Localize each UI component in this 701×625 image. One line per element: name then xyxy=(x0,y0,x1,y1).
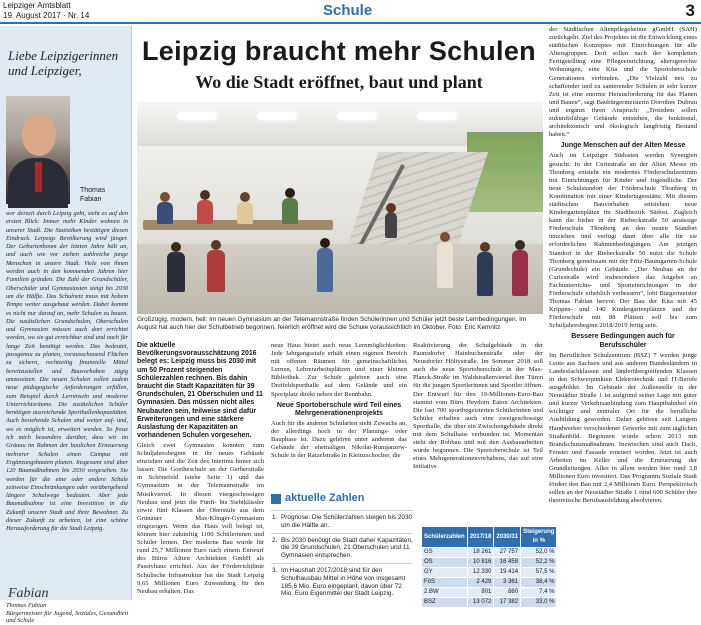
page-number: 3 xyxy=(685,1,695,20)
table-row: GY 12 330 19 414 57,5 % xyxy=(422,568,557,578)
greeting: Liebe Leipzigerinnen und Leipziger, xyxy=(8,48,119,78)
school-hall-photo xyxy=(137,102,543,314)
student-numbers-table xyxy=(421,526,557,608)
table-header-row: Schülerzahlen 2017/18 2030/31 Steigerung in % xyxy=(422,527,557,548)
article-column-4 xyxy=(549,26,697,507)
portrait-caption-last: Fabian xyxy=(80,196,102,203)
editorial-text: wer derzeit durch Leipzig geht, sieht es auf den ersten Blick: Immer mehr Kinder wohnen in unserer Stadt. Die Statistiken bestätigen diesen Eindruck. Leipzigs Bevölkerung wird jünger. Der Geburtenboom der letzten Jahre hält an, und auch wie vor ziehen zahlreiche junge Menschen in unsere Stadt. Viele von ihnen werden auch in den kommenden Jahren hier Familien gründen. Die Zahl der Grundschüler, Oberschüler und Gymnasiasten steigt bis 2030 um die Hälfte. Das Schulnetz muss mit hohem Tempo weiter ausgebaut werden. Dabei kommt es nicht nur darauf an, mehr Schulen zu bauen. Die zusätzlichen Grundschulen, Oberschulen und Gymnasien müssen auch dort errichtet werden, wo sie gut erreichbar sind und noch für lange Zeit benötigt werden. Das bedeutet, passgenau zu planen, vorausschauend Flächen zu sichern, rechtzeitig finanzielle Mittel bereitzustellen und Bauvorhaben zügig umzusetzen. Die neuen Schulen sollen zudem neue pädagogische Anforderungen erfüllen, zum Beispiel durch Lerninseln und moderne Unterrichtsräume. Die zusätzlichen Schüler benötigen ausreichende Sporthallenkapazitäten. Auch bestehende Schulen sind weiter auf- und, wo es möglich ist, erweitert werden. So freue ich mich besonders darüber, dass wir im Grünau im Rahmen der baulichen Erneuerung mehrerer Schulen einen Campus mit Ergänzungsbauten planen. Insgesamt sind über 120 Baumaßnahmen bis 2030 vorgesehen. Sie werden für die eine oder andere Schule zeitweise Einschränkungen oder vorübergehend längere Schulwege bedeuten. Aber jede Baumaßnahme ist eine Investition in die Zukunft unserer Stadt und ihrer Bewohner. Zu dieser Zukunft zu arbeiten, ist eine schöne Herausforderung für die Stadt Leipzig. xyxy=(6,210,128,533)
article-column-1: Gleich zwei Gymnasien konnten zum Schuljahresbeginn in ihr neues Gebäude einziehen und die Zeit des Interims hinter sich lassen: Die Goetheschule an der Gerberstraße in Schönefeld (siehe Seite 1) und das Gymnasium in der Telemannstraße im Musikviertel. In diesen viergeschossigen Neubau sind jetzt die Fünft- bis Siebtklässler sowie fünf Klassen der Oberstufe aus dem Grünauer Max-Klinger-Gymnasium eingezogen. Wenn das Haus voll belegt ist, können hier zukünftig 1100 Schülerinnen und Schüler lernen. Der moderne Bau wurde für rund 25,7 Millionen Euro nach einem Entwurf des Büros Altien Architekten GmbH als Passivhaus errichtet. Aus der Förderrichtlinie Schulische Infrastruktur hat die Stadt Leipzig 9,65 Millionen Euro Zuwendung für den Neubau erhalten. Das xyxy=(137,442,264,595)
table-row: GS 18 261 27 757 52,0 % xyxy=(422,548,557,558)
aktuelle-zahlen-title: aktuelle Zahlen xyxy=(285,492,365,504)
list-item: 1. Prognose: Die Schülerzahlen steigen bis 2030 um die Hälfte an. xyxy=(271,510,413,533)
editorial-sidebar xyxy=(0,26,132,625)
aktuelle-zahlen-list xyxy=(271,510,413,601)
column-2-paragraph-1: neue Haus bietet auch neue Lernmöglichkeiten: Jede Jahrgangsstufe erhält einen eigenen Bereich mit offenen Räumen für gemeinschaftliches Lernen, Lehrerarbeitsplätzen und einer kleinen Bibliothek. Zur Schule gehören auch eine Dreifeldsporthalle auf dem Gelände und ein Sportplatz direkt neben der Rennbahn. xyxy=(271,342,407,398)
subheading-alte-messe: Junge Menschen auf der Alten Messe xyxy=(560,142,686,150)
article-subtitle: Wo die Stadt eröffnet, baut und plant xyxy=(195,72,483,92)
article-lead: Die aktuelle Bevölkerungsvorausschätzung 2016 belegt es: Leipzig muss bis 2030 mit um 50 Prozent steigenden Schülerzahlen rechnen. Bis dahin braucht die Stadt Kapazitäten für 39 Grundschulen, 21 Oberschulen und 11 Gymnasien. Das müssen nicht alles Neubauten sein, teilweise sind dafür Erweiterungen und eine stärkere Auslastung der Kapazitäten an vorhandenen Schulen vorgesehen. xyxy=(137,342,263,440)
paper-name: Leipziger Amtsblatt xyxy=(3,1,71,10)
subheading-sportoberschule: Neue Sportoberschule wird Teil eines Mehrgenerationenprojekts xyxy=(276,401,402,417)
article-column-2 xyxy=(271,342,407,462)
author-role: Bürgermeister für Jugend, Soziales, Gesundheit und Schule xyxy=(6,609,129,625)
photo-caption xyxy=(137,316,543,332)
author-footer xyxy=(6,602,130,625)
article-column-3: Reaktivierung der Schulgebäude in der Paunsdorfer Hainbuchenstraße oder der Neusdorfer Höltystraße. Im Sommer 2018 soll auch die neue Sportoberschule in der Max-Planck-Straße im Waldstraßenviertel ihre Türen für die jungen Sportlerinnen und Sportler öffnen. Der Entwurf für den 19-Millionen-Euro-Bau stammt vom Büro Heydorn Eaton Architekten. Die fast 700 sportbegeisterten Schülerinnen und Schüler erhalten auch eine zweigeschossige Sporthalle, die über ein Zwischengebäude direkt mit dem Schulhaus verbunden ist. Momentan steht der Rohbau und mit den Ausbauarbeiten wurde begonnen. Die Sportoberschule ist Teil eines Mehrgenerationenvorhabens, das auf eine Initiative xyxy=(413,342,543,471)
issue-info: 19. August 2017 · Nr. 14 xyxy=(3,11,90,20)
column-4-paragraph-1: der Städtischen Altenpflegeheime gGmbH (SAH) zurückgeht. Ziel des Projektes ist die Entwicklung eines städtischen Konzeptes mit Einrichtungen für alle Altersgruppen. Dort sollen nach der kompletten Fertigstellung eine Pflegeeinrichtung, altersgerechte Wohnungen, eine Kita und die Sportoberschule Generationen verbinden. „Die Vielzahl neu zu schaffender und zu sanierender Schulen in sehr kurzer Zeit ist eine enorme Herausforderung für das Planen und Bauen“, sagt Baubürgermeisterin Dorothee Dubrau und ergänzt ihren Anspruch: „Trotzdem sollen zukunftsfähige Gebäude entstehen, die funktional, architektonisch und ökologisch langfristig Bestand haben.“ xyxy=(549,26,697,139)
signature: Fabian xyxy=(8,586,49,601)
column-2-paragraph-2: Auch für die anderen Schularten steht Zuwachs an, der allerdings noch in der Planungs- oder Bauphase ist. Dazu gehören unter anderem das Gebäude der ehemaligen Nikolai-Rumjanzew-Schule in der Ratzelstraße in Kleinzschocher, die xyxy=(271,419,407,460)
table-row: FöS 2 429 3 361 38,4 % xyxy=(422,578,557,588)
table-row: 2.BW 801 860 7,4 % xyxy=(422,588,557,598)
table-row: BSZ 13 072 17 382 33,0 % xyxy=(422,598,557,608)
article-title: Leipzig braucht mehr Schulen xyxy=(142,36,536,66)
list-item: 2. Bis 2030 benötigt die Stadt daher Kapazitäten, die 39 Grundschulen, 21 Oberschulen und 11 Gymnasien entsprechen. xyxy=(271,533,413,563)
square-bullet-icon xyxy=(271,494,281,504)
author-name: Thomas Fabian xyxy=(6,602,47,609)
subheading-berufsschueler: Bessere Bedingungen auch für Berufsschüler xyxy=(571,333,675,349)
aktuelle-zahlen-heading xyxy=(271,492,406,506)
table-row: OS 10 816 16 458 52,2 % xyxy=(422,558,557,568)
section-title: Schule xyxy=(323,2,373,19)
portrait-caption xyxy=(80,186,105,204)
portrait-caption-first: Thomas xyxy=(80,187,106,194)
column-4-paragraph-2: Auch im Leipziger Südosten werden Synergien gesucht: In der Curiestraße an der Alten Messe im Thonberg entsteht ein modernes Förderschulzentrum mit Einrichtungen für Kinder und Jugendliche. Der neue Schulstandort der Förderschule Thonberg in Kombination mit einer Kindertagesstätte. Mit diesem städtischen Bauvorhaben entstehen neue Kindergartenplätze im Stadtbezirk Südost. Zugleich kann die bisher in der Riebeckstraße 50 ansässige Förderschule Thonberg an den neuen Standort umziehen und verfügt dann über alle für sie erforderlichen Rahmenbedingungen. Am jetzigen Standort in der Riebeckstraße 50 nutzt die Schule Thonberg gemeinsam mit der Fritz-Baumgarten-Schule (Grundschule) ein Gebäude. „Der Neubau an der Curiestraße wird insbesondere das Angebot an Fachunterrichts- und Sporteinrichtungen in der Förderschule erheblich verbessern“, lobt Bürgermeister Thomas Fabian hervor. Der Bau der Kita mit 45 Krippen- und 140 Kindergartenplätzen und der Förderschule mit 88 Plätzen soll bis zum Schuljahresbeginn 2018/2019 fertig sein. xyxy=(549,152,697,330)
column-4-paragraph-3: Im Beruflichen Schulzentrum (BSZ) 7 werden junge Leute aus Sachsen und aus anderen Bundesländern in Landesfachklassen und länderübergreifenden Klassen in den Schwerpunkten Elektrotechnik und IT-Berufe ausgebildet. Im Gebäude der Außenstelle in der Neustädter Straße 1 ist aufgrund seiner Lage mit guter und kurzer Verkehrsanbindung zum Hauptbahnhof ein wichtiger und zentraler Ort für die berufliche Ausbildung geworden. Daher gehören seit Langem Handwerker verschiedener Gewerke mit zum täglichen Straßenbild. Begonnen wurde schon 2013 mit Brandschutzmaßnahmen. Inzwischen sind auch Dach, Fenster und Fassade erneuert worden. Jetzt ist auch Arbeiten im Keller und die Erneuerung der Grundleitungen. Alles in allem werden hier rund 3,8 Millionen Euro investiert. Das Programm Soziale Stadt fördert den Bau mit 2,4 Millionen Euro. Perspektivisch sollen an der Neustädter Straße 1 rund 600 Schüler ihre theoretische Berufsausbildung absolvieren. xyxy=(549,351,697,505)
photo-caption-text: Großzügig, modern, hell: Im neuen Gymnasium an der Telemannstraße finden Schülerinnen und Schüler jetzt beste Lernbedingungen. Im August hat auch hier der Schulbetrieb begonnen, feierlich eröffnet wird die Schule voraussichtlich im Oktober. xyxy=(137,316,527,331)
author-portrait xyxy=(6,96,70,204)
page-header xyxy=(0,0,701,24)
list-item: 3. Im Haushalt 2017/2018 sind für den Schulhausbau Mittel in Höhe von insgesamt 185,6 Mio. Euro eingeplant, davon über 72 Mio. Euro Eigenmittel der Stadt Leipzig. xyxy=(271,563,413,601)
photo-credit: Foto: Eric Kemnitz xyxy=(448,324,501,331)
